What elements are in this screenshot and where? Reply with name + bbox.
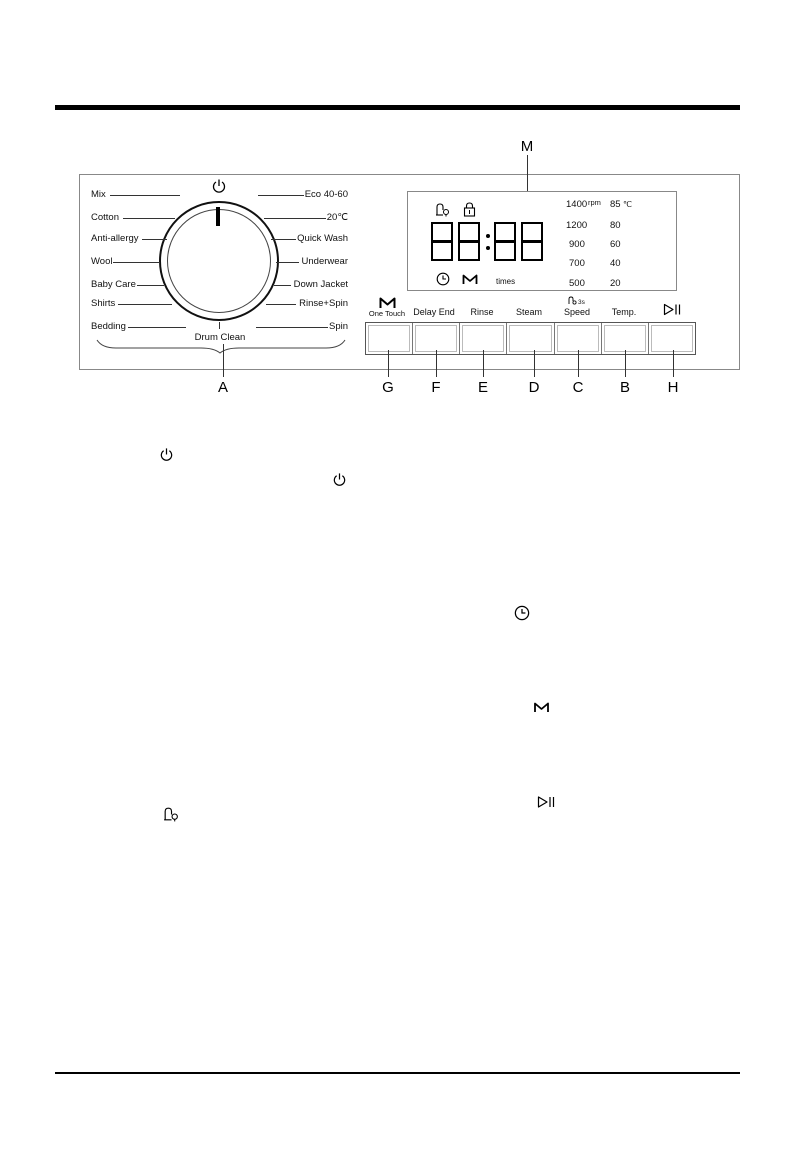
leader-line <box>118 304 172 305</box>
one-touch-m-icon <box>462 274 478 285</box>
callout-line <box>625 350 626 377</box>
callout-line <box>673 350 674 377</box>
temp-label: Temp. <box>611 307 637 317</box>
temp-value: 85 <box>610 199 621 210</box>
speed-label: Speed <box>563 307 591 317</box>
program-label-shirts: Shirts <box>91 298 116 309</box>
child-lock-icon <box>162 806 180 822</box>
callout-h: H <box>667 379 679 396</box>
callout-c: C <box>572 379 584 396</box>
rinse-label: Rinse <box>470 307 494 317</box>
speed-value: 500 <box>569 278 585 289</box>
program-label-underwear: Underwear <box>301 256 348 267</box>
callout-e: E <box>477 379 488 396</box>
leader-line <box>123 218 175 219</box>
program-label-cotton: Cotton <box>91 212 119 223</box>
start-pause-button[interactable] <box>649 323 695 354</box>
delay-end-label: Delay End <box>413 307 455 317</box>
child-lock-icon <box>434 202 451 217</box>
callout-line <box>578 350 579 377</box>
program-label-20c: 20℃ <box>326 212 348 223</box>
callout-b: B <box>619 379 630 396</box>
callout-g: G <box>382 379 394 396</box>
power-icon <box>211 178 227 194</box>
callout-a: A <box>217 379 228 396</box>
temp-value: 20 <box>610 278 621 289</box>
program-label-rinse-spin: Rinse+Spin <box>299 298 348 309</box>
program-label-eco: Eco 40-60 <box>304 189 348 200</box>
program-label-mix: Mix <box>91 189 106 200</box>
speed-value: 1200 <box>566 220 588 231</box>
callout-m: M <box>520 138 534 155</box>
top-rule <box>55 105 740 110</box>
program-label-anti-allergy: Anti-allergy <box>91 233 139 244</box>
callout-line <box>527 155 528 191</box>
start-pause-icon <box>537 795 556 809</box>
program-label-quick-wash: Quick Wash <box>297 233 348 244</box>
leader-line <box>113 262 160 263</box>
callout-line <box>223 344 224 377</box>
one-touch-label: One Touch <box>368 309 406 318</box>
program-label-spin: Spin <box>328 321 348 332</box>
program-label-baby-care: Baby Care <box>91 279 136 290</box>
dial-indicator <box>216 207 220 226</box>
callout-line <box>436 350 437 377</box>
button-row <box>365 322 696 355</box>
speed-hold-hint: 3s <box>578 299 585 306</box>
callout-f: F <box>431 379 441 396</box>
program-label-wool: Wool <box>91 256 113 267</box>
bottom-rule <box>55 1072 740 1074</box>
times-label: times <box>496 277 516 286</box>
seven-segment-digits <box>429 221 547 263</box>
temp-value: 40 <box>610 258 621 269</box>
power-icon <box>159 447 174 462</box>
steam-label: Steam <box>515 307 542 317</box>
one-touch-button[interactable] <box>366 323 413 354</box>
speed-value: 900 <box>569 239 585 250</box>
leader-line <box>258 195 304 196</box>
speed-value: 700 <box>569 258 585 269</box>
program-label-bedding: Bedding <box>91 321 126 332</box>
leader-line <box>137 285 164 286</box>
temp-unit: ℃ <box>623 200 632 209</box>
callout-line <box>483 350 484 377</box>
leader-line <box>110 195 180 196</box>
program-label-down-jacket: Down Jacket <box>293 279 348 290</box>
power-icon <box>332 472 347 487</box>
delay-clock-icon <box>436 272 450 286</box>
temp-value: 80 <box>610 220 621 231</box>
one-touch-m-icon <box>533 702 550 713</box>
leader-line <box>219 322 220 329</box>
callout-line <box>388 350 389 377</box>
speed-unit: rpm <box>588 198 601 207</box>
steam-button[interactable] <box>507 323 554 354</box>
door-lock-icon <box>463 202 476 217</box>
one-touch-m-icon <box>379 297 396 309</box>
speed-value: 1400 <box>566 199 588 210</box>
program-label-drum-clean: Drum Clean <box>194 332 246 343</box>
start-pause-icon <box>663 303 682 316</box>
delay-clock-icon <box>514 605 530 621</box>
temp-value: 60 <box>610 239 621 250</box>
child-lock-icon <box>567 296 577 305</box>
callout-d: D <box>528 379 540 396</box>
callout-line <box>534 350 535 377</box>
dial-bracket <box>96 338 346 354</box>
leader-line <box>142 239 167 240</box>
leader-line <box>128 327 186 328</box>
